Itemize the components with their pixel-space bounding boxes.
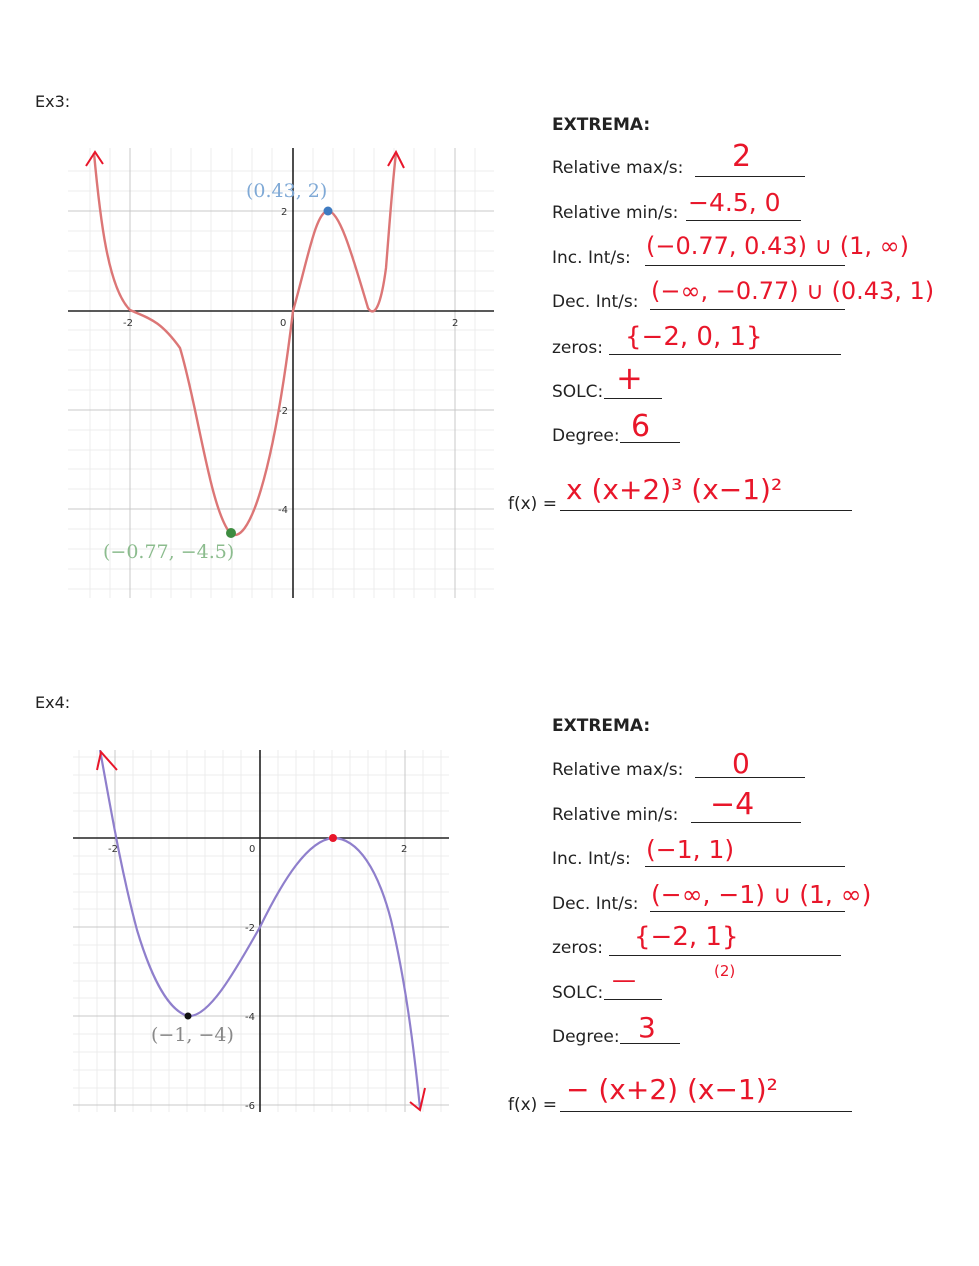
ex3-solc-answer: +: [616, 359, 643, 397]
ex4-degree-answer: 3: [638, 1011, 656, 1044]
ex3-curve: [94, 153, 396, 535]
ex3-dec-line: [650, 309, 845, 310]
ex4-min-label: (−1, −4): [151, 1024, 234, 1046]
ex4-solc-label: SOLC:: [552, 983, 604, 1003]
ex4-extrema-heading: EXTREMA:: [552, 716, 651, 736]
ex4-fx-label: f(x) =: [508, 1095, 557, 1115]
ex3-fx-label: f(x) =: [508, 494, 557, 514]
ex3-degree-answer: 6: [631, 409, 651, 444]
ex4-label: Ex4:: [35, 693, 71, 712]
ex4-inc-answer: (−1, 1): [646, 835, 735, 864]
ex4-min-point: [185, 1013, 192, 1020]
ex3-inc-line: [645, 265, 845, 266]
ex4-x-tick: -2: [108, 844, 118, 855]
ex3-x-tick: -2: [123, 318, 133, 329]
ex4-zeros-answer: {−2, 1}: [634, 922, 739, 952]
ex3-solc-line: [604, 398, 662, 399]
ex3-y-tick: -4: [278, 505, 288, 516]
ex4-max-point: [329, 834, 337, 842]
ex3-extrema-heading: EXTREMA:: [552, 115, 651, 135]
ex4-dec-label: Dec. Int/s:: [552, 894, 639, 914]
ex3-zeros-answer: {−2, 0, 1}: [625, 322, 763, 352]
ex4-graph: [73, 750, 449, 1112]
ex4-x-tick: 2: [401, 844, 408, 855]
ex3-solc-label: SOLC:: [552, 382, 604, 402]
ex3-min-label: (−0.77, −4.5): [103, 541, 235, 563]
ex3-max-point: [324, 207, 333, 216]
ex3-rel-max-label: Relative max/s:: [552, 158, 684, 178]
ex4-y-tick: -4: [245, 1012, 255, 1023]
ex4-degree-label: Degree:: [552, 1027, 620, 1047]
ex3-rel-min-answer: −4.5, 0: [688, 188, 781, 217]
ex4-x-tick: 0: [249, 844, 256, 855]
ex3-rel-min-label: Relative min/s:: [552, 203, 679, 223]
ex3-fx-line: [560, 510, 852, 511]
ex3-degree-line: [620, 442, 680, 443]
ex4-arrow-left: [97, 752, 117, 770]
ex4-inc-label: Inc. Int/s:: [552, 849, 631, 869]
ex3-inc-label: Inc. Int/s:: [552, 248, 631, 268]
ex4-rel-max-line: [695, 777, 805, 778]
ex4-dec-line: [650, 911, 845, 912]
ex4-fx-line: [560, 1111, 852, 1112]
ex4-solc-line: [604, 999, 662, 1000]
ex3-x-tick: 0: [280, 318, 287, 329]
ex3-rel-max-line: [695, 176, 805, 177]
ex4-fx-answer: − (x+2) (x−1)²: [566, 1073, 778, 1106]
ex4-rel-min-line: [691, 822, 801, 823]
ex4-rel-min-label: Relative min/s:: [552, 805, 679, 825]
ex4-solc-answer: —: [612, 966, 636, 994]
ex4-zeros-multiplicity-note: (2): [714, 962, 736, 980]
ex4-dec-answer: (−∞, −1) ∪ (1, ∞): [651, 880, 872, 909]
ex3-y-tick: -2: [278, 406, 288, 417]
ex4-rel-max-label: Relative max/s:: [552, 760, 684, 780]
ex3-label: Ex3:: [35, 92, 71, 111]
ex3-max-label: (0.43, 2): [246, 180, 328, 202]
ex3-dec-answer: (−∞, −0.77) ∪ (0.43, 1): [651, 277, 935, 305]
ex3-zeros-line: [609, 354, 841, 355]
ex4-zeros-label: zeros:: [552, 938, 603, 958]
ex3-y-tick: 2: [281, 207, 288, 218]
ex3-min-point: [226, 528, 236, 538]
ex3-dec-label: Dec. Int/s:: [552, 292, 639, 312]
ex3-rel-max-answer: 2: [732, 139, 752, 174]
ex4-y-tick: -6: [245, 1101, 255, 1112]
ex4-zeros-line: [609, 955, 841, 956]
ex3-fx-answer: x (x+2)³ (x−1)²: [566, 473, 783, 506]
ex3-rel-min-line: [686, 220, 801, 221]
ex3-zeros-label: zeros:: [552, 338, 603, 358]
ex3-x-tick: 2: [452, 318, 459, 329]
ex4-rel-min-answer: −4: [710, 787, 755, 822]
ex3-graph: [68, 148, 494, 598]
ex3-inc-answer: (−0.77, 0.43) ∪ (1, ∞): [646, 232, 910, 260]
ex3-degree-label: Degree:: [552, 426, 620, 446]
ex4-rel-max-answer: 0: [732, 747, 750, 780]
ex4-inc-line: [645, 866, 845, 867]
ex4-y-tick: -2: [245, 923, 255, 934]
